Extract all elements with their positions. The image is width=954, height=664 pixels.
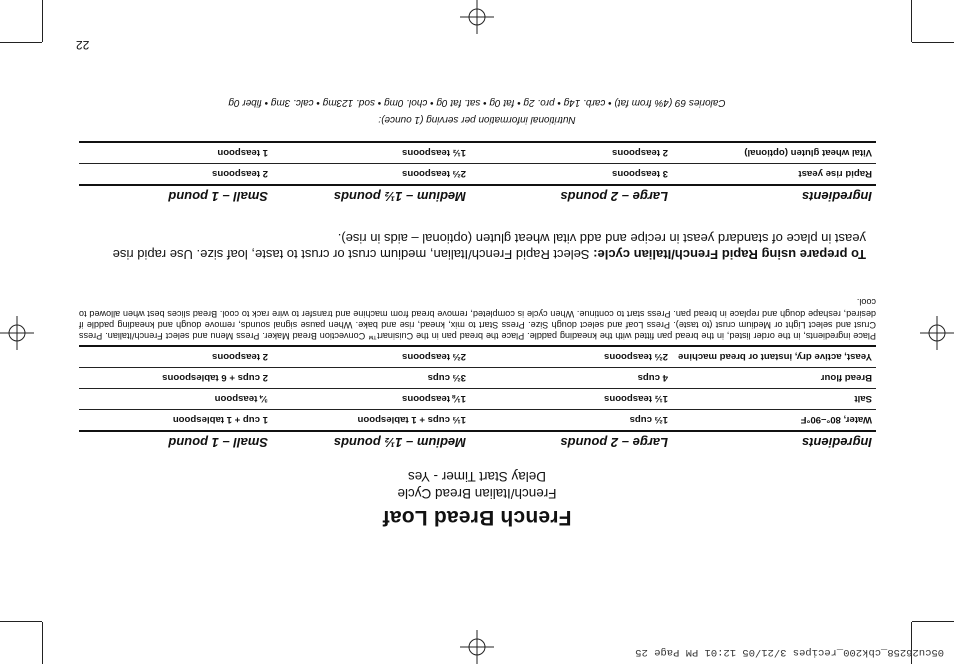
table-cell: 1⅛ teaspoons <box>272 389 470 410</box>
table-cell: 2 teaspoons <box>79 346 272 368</box>
table-cell: Water, 80°–90°F <box>672 410 876 432</box>
header-cell: Ingredients <box>672 431 876 454</box>
table-header-row <box>79 431 876 454</box>
nutrition-info: Calories 69 (4% from fat) • carb. 14g • pro. 2g • fat 0g • sat. fat 0g • chol. 0mg • sod. 123mg • calc. 3mg • fiber 0g <box>228 97 726 108</box>
table-cell: Salt <box>672 389 876 410</box>
cycle-label: French/Italian Bread Cycle <box>397 486 557 501</box>
table-row <box>79 389 876 410</box>
table-cell: 2 teaspoons <box>470 142 672 164</box>
table-cell: Vital wheat gluten (optional) <box>672 142 876 164</box>
header-cell: Large – 2 pounds <box>470 431 672 454</box>
table-header-row <box>79 185 876 208</box>
header-cell: Small – 1 pound <box>79 185 272 208</box>
print-slug: 05cu26258_cbk200_recipes 3/21/05 12:01 PM Page 25 <box>635 646 944 658</box>
registration-mark-icon <box>0 316 34 350</box>
table-cell: 2 cups + 6 tablespoons <box>79 368 272 389</box>
registration-mark-icon <box>920 316 954 350</box>
crop-mark <box>911 0 912 42</box>
table-cell: 1 teaspoon <box>79 142 272 164</box>
table-row <box>79 164 876 186</box>
crop-mark <box>912 42 954 43</box>
table-cell: 2 teaspoons <box>79 164 272 186</box>
header-cell: Medium – 1½ pounds <box>272 431 470 454</box>
header-cell: Large – 2 pounds <box>470 185 672 208</box>
table-cell: 1⅔ cups <box>470 410 672 432</box>
header-cell: Ingredients <box>672 185 876 208</box>
table-cell: 3⅔ cups <box>272 368 470 389</box>
crop-mark <box>912 621 954 622</box>
table-cell: 1½ teaspoons <box>470 389 672 410</box>
table-cell: Yeast, active dry, instant or bread machine <box>672 346 876 368</box>
recipe-title: French Bread Loaf <box>382 506 572 529</box>
instructions-paragraph: Place ingredients, in the order listed, in the bread pan fitted with the kneading paddle. Place the bread pan in the Cuisinart™ Convection Bread Maker. Press Menu and select French/Italian. Press Crust and select Light or Medium crust (to taste). Press Loaf and select dough Size. Press Start to mix, knead, rise and bake. When pause signal sounds, remove dough and kneading paddle if desired, reshape dough and replace in bread pan. Press start to continue. When cycle is completed, remove bread from machine and transfer to wire rack to cool. Bread slices best when allowed to cool. <box>79 297 876 341</box>
table-cell: Rapid rise yeast <box>672 164 876 186</box>
table-cell: Bread flour <box>672 368 876 389</box>
delay-timer-label: Delay Start Timer - Yes <box>407 469 547 484</box>
table-cell: 4 cups <box>470 368 672 389</box>
table-cell: 2⅔ teaspoons <box>470 346 672 368</box>
table-cell: 3 teaspoons <box>470 164 672 186</box>
table-cell: 2⅔ teaspoons <box>272 346 470 368</box>
table-row <box>79 346 876 368</box>
crop-mark <box>0 42 42 43</box>
rapid-cycle-heading: To prepare using Rapid French/Italian cycle: <box>593 247 866 262</box>
ingredients-table <box>79 345 876 454</box>
crop-mark <box>0 621 42 622</box>
page-number: 22 <box>76 38 90 52</box>
rapid-cycle-text: Select Rapid French/Italian, medium crust or crust to taste, loaf size. Use rapid rise yeast in place of standard yeast in recipe and add vital wheat gluten (optional – aids in rise). <box>112 231 866 262</box>
table-cell: 2⅔ teaspoons <box>272 164 470 186</box>
table-row <box>79 142 876 164</box>
registration-mark-icon <box>460 0 494 34</box>
table-cell: 1½ teaspoons <box>272 142 470 164</box>
table-cell: ¾ teaspoon <box>79 389 272 410</box>
table-cell: 1 cup + 1 tablespoon <box>79 410 272 432</box>
crop-mark <box>42 0 43 42</box>
table-row <box>79 410 876 432</box>
header-cell: Small – 1 pound <box>79 431 272 454</box>
nutrition-heading: Nutritional information per serving (1 ounce): <box>378 114 576 125</box>
rapid-ingredients-table <box>79 141 876 208</box>
header-cell: Medium – 1½ pounds <box>272 185 470 208</box>
table-row <box>79 368 876 389</box>
table-cell: 1⅓ cups + 1 tablespoon <box>272 410 470 432</box>
rapid-cycle-paragraph <box>86 231 866 262</box>
